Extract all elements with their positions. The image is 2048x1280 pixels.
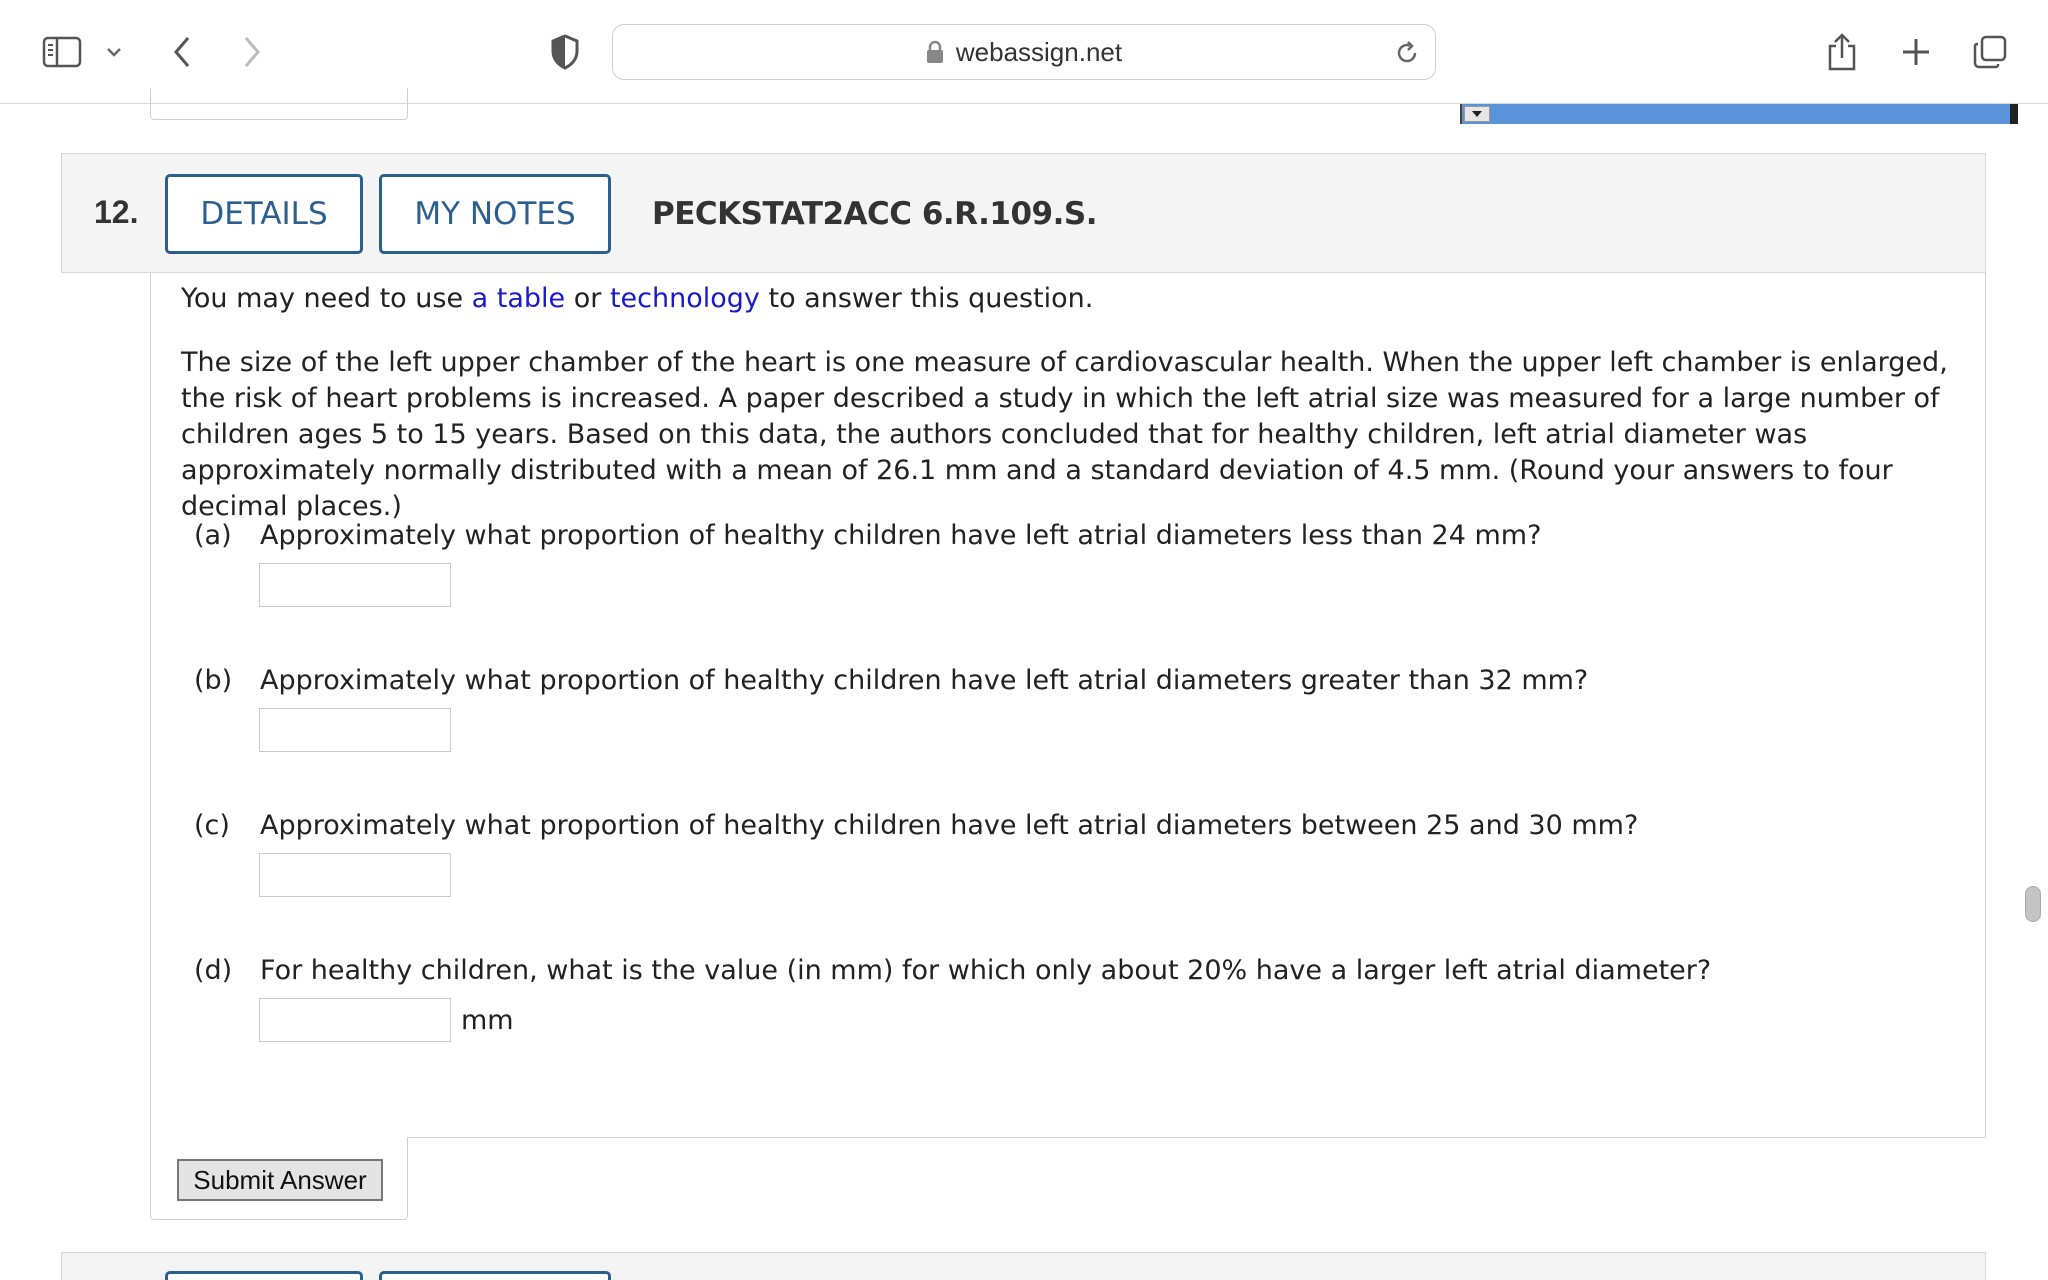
tabs-icon[interactable] (1968, 30, 2012, 74)
part-text: Approximately what proportion of healthy children have left atrial diameters less than 24 mm? (260, 520, 1542, 551)
part-label: (d) (194, 955, 233, 986)
part-text: For healthy children, what is the value (in mm) for which only about 20% have a larger left atrial diameter? (260, 955, 1712, 986)
next-question-header (61, 1252, 1986, 1280)
previous-question-footer (150, 88, 408, 120)
intro-before: You may need to use (181, 283, 472, 314)
part-text: Approximately what proportion of healthy children have left atrial diameters greater than 32 mm? (260, 665, 1589, 696)
part-label: (c) (194, 810, 230, 841)
question-stem: The size of the left upper chamber of the heart is one measure of cardiovascular health. When the upper left chamber is enlarged, the risk of heart problems is increased. A paper described a study in which the left atrial size was measured for a large number of children ages 5 to 15 years. Based on this data, the authors concluded that for healthy children, left atrial diameter was approximately normally distributed with a mean of 26.1 mm and a standard deviation of 4.5 mm. (Round your answers to four decimal places.) (181, 347, 1948, 522)
next-details-button[interactable] (165, 1271, 363, 1280)
details-button[interactable]: DETAILS (165, 174, 363, 254)
question-code: PECKSTAT2ACC 6.R.109.S. (652, 196, 1097, 232)
shield-icon[interactable] (543, 30, 587, 74)
part-label: (a) (194, 520, 232, 551)
part-d (194, 955, 1711, 986)
submit-area (150, 1137, 408, 1220)
my-notes-button[interactable]: MY NOTES (379, 174, 611, 254)
question-header (61, 153, 1986, 273)
intro-after: to answer this question. (759, 283, 1094, 314)
back-icon[interactable] (160, 30, 204, 74)
scrollbar-thumb[interactable] (2025, 886, 2041, 922)
part-label: (b) (194, 665, 233, 696)
reload-icon[interactable] (1391, 37, 1423, 69)
chevron-down-icon[interactable] (92, 30, 136, 74)
address-bar[interactable] (612, 24, 1436, 80)
plus-icon[interactable] (1894, 30, 1938, 74)
part-text: Approximately what proportion of healthy children have left atrial diameters between 25 and 30 mm? (260, 810, 1639, 841)
answer-input-a[interactable] (259, 563, 451, 607)
submit-answer-button[interactable]: Submit Answer (177, 1159, 383, 1201)
url-text: webassign.net (955, 36, 1123, 67)
table-link[interactable]: a table (471, 283, 566, 314)
part-b (194, 665, 1588, 696)
sidebar-icon[interactable] (40, 30, 84, 74)
technology-link[interactable]: technology (609, 283, 760, 314)
previous-dropdown[interactable] (1460, 104, 2018, 124)
question-number: 12. (94, 194, 139, 230)
part-a (194, 520, 1541, 551)
share-icon[interactable] (1820, 30, 1864, 74)
forward-icon[interactable] (230, 30, 274, 74)
intro-text (181, 283, 1093, 314)
answer-input-d[interactable] (259, 998, 451, 1042)
lock-icon (926, 40, 944, 64)
part-c (194, 810, 1638, 841)
question-body (150, 273, 1986, 1138)
answer-input-c[interactable] (259, 853, 451, 897)
answer-input-b[interactable] (259, 708, 451, 752)
intro-mid: or (565, 283, 610, 314)
unit-label: mm (461, 1005, 514, 1036)
next-my-notes-button[interactable] (379, 1271, 611, 1280)
dropdown-arrow-icon[interactable] (1464, 106, 1490, 122)
dropdown-edge (2010, 104, 2018, 124)
